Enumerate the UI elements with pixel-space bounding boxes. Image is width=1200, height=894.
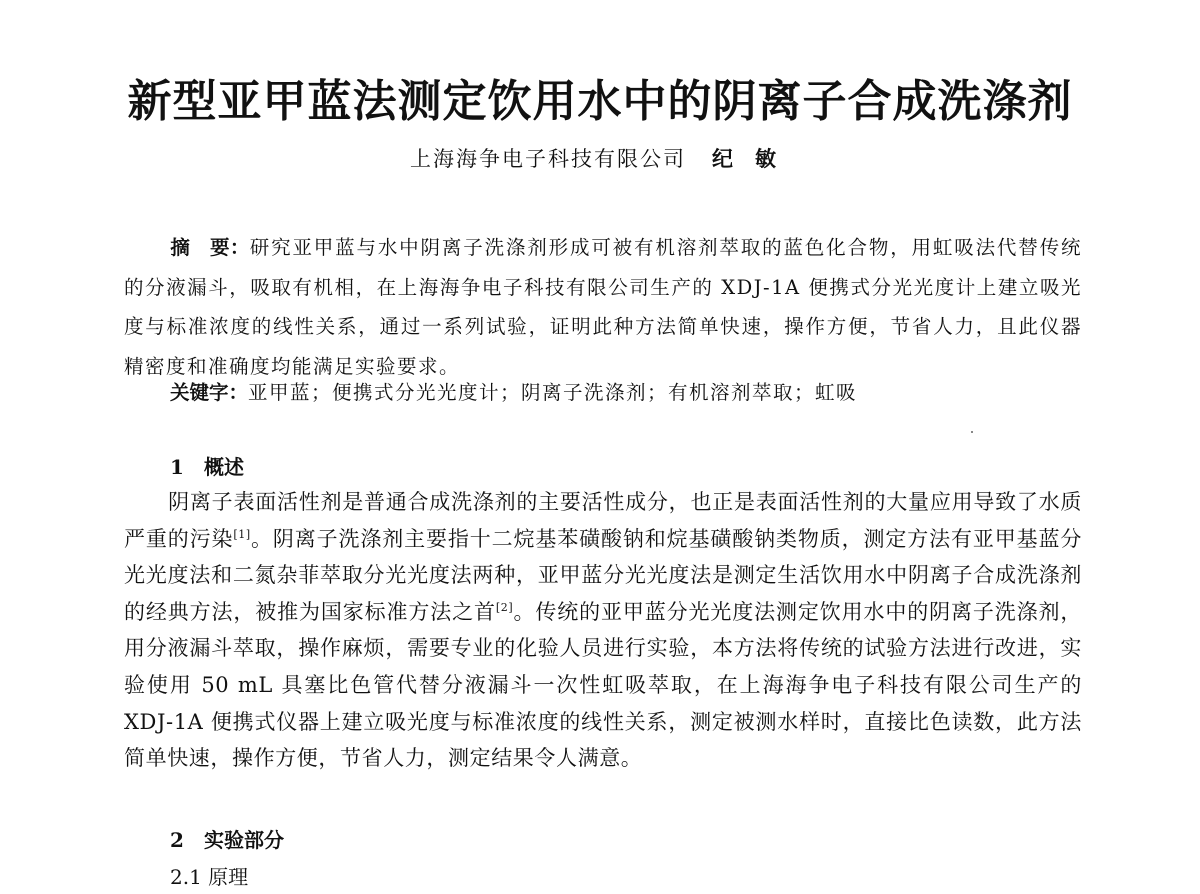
- section-1-text-part1: 阴离子表面活性剂是普通合成洗涤剂的主要活性成分，也正是表面活性剂的大量应用导致了水质严重的污染: [124, 490, 1082, 551]
- abstract: [124, 228, 1082, 386]
- section-2-1-number: 2.1: [170, 865, 202, 889]
- section-1-heading: [170, 451, 244, 483]
- section-2-1-heading: [170, 861, 248, 893]
- abstract-text: 研究亚甲蓝与水中阴离子洗涤剂形成可被有机溶剂萃取的蓝色化合物，用虹吸法代替传统的分液漏斗，吸取有机相，在上海海争电子科技有限公司生产的 XDJ-1A 便携式分光光度计上建立吸光度与标准浓度的线性关系，通过一系列试验，证明此种方法简单快速，操作方便，节省人力，且此仪器精密度和准确度均能满足实验要求。: [124, 236, 1082, 378]
- paper-title: 新型亚甲蓝法测定饮用水中的阴离子合成洗涤剂: [127, 76, 1073, 127]
- section-1-number: 1: [170, 455, 184, 479]
- keywords-text: 亚甲蓝；便携式分光光度计；阴离子洗涤剂；有机溶剂萃取；虹吸: [248, 381, 858, 404]
- section-2-1-title: 原理: [208, 865, 249, 889]
- author-name: 纪敏: [712, 146, 798, 171]
- abstract-label: 摘 要：: [170, 236, 250, 259]
- citation-1: [1]: [233, 527, 251, 541]
- scan-speck: [971, 431, 973, 433]
- author-line: [410, 144, 798, 174]
- citation-2: [2]: [495, 600, 514, 614]
- keywords: [170, 376, 857, 410]
- keywords-label: 关键字：: [170, 381, 249, 404]
- section-2-number: 2: [170, 828, 184, 852]
- author-organization: 上海海争电子科技有限公司: [410, 147, 686, 171]
- section-1-text-part2: 。阴离子洗涤剂主要指十二烷基苯磺酸钠和烷基磺酸钠类物质，测定方法有亚甲基蓝分光光度法和二氮杂菲萃取分光光度法两种，亚甲蓝分光光度法是测定生活饮用水中阴离子合成洗涤剂的经典方法，被推为国家标准方法之首: [124, 526, 1083, 624]
- section-1-body: [124, 484, 1082, 777]
- section-2-heading: [170, 824, 284, 856]
- section-1-title: 概述: [204, 455, 244, 479]
- section-2-title: 实验部分: [204, 828, 284, 852]
- section-1-text-part3: 。传统的亚甲蓝分光光度法测定饮用水中的阴离子洗涤剂，用分液漏斗萃取，操作麻烦，需要专业的化验人员进行实验，本方法将传统的试验方法进行改进，实验使用 50 mL 具塞比色管代替分液漏斗一次性虹吸萃取，在上海海争电子科技有限公司生产的 XDJ-1A 便携式仪器上建立吸光度与标准浓度的线性关系，测定被测水样时，直接比色读数，此方法简单快速，操作方便，节省人力，测定结果令人满意。: [124, 599, 1082, 771]
